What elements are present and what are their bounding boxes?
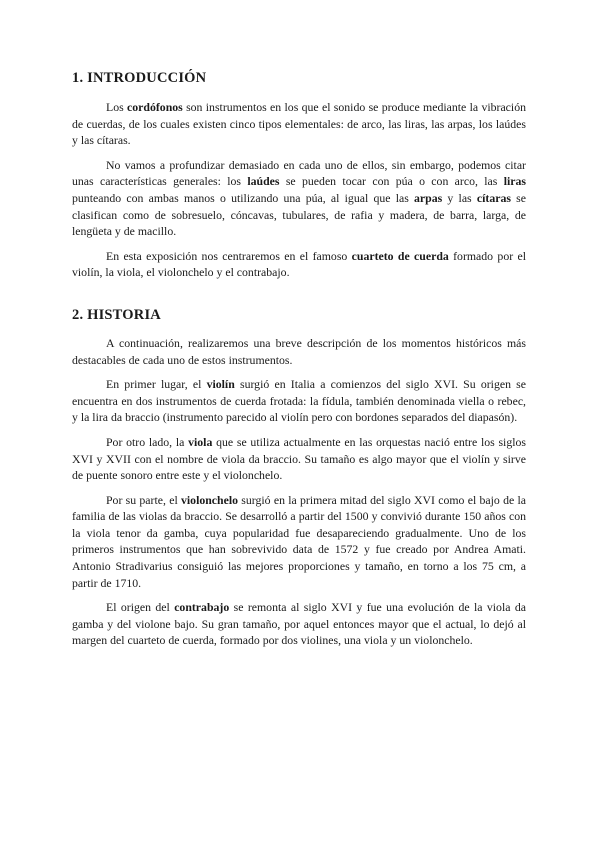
bold-term: cuarteto de cuerda xyxy=(351,248,449,263)
text-run: se clasifican como de sobresuelo, cóncavas, tubulares, de rafia y madera, de barra, larga, de lengüeta y de macillo. xyxy=(72,190,526,239)
text-run: En esta exposición nos centraremos en el famoso xyxy=(106,248,352,263)
paragraph xyxy=(72,599,526,649)
paragraph xyxy=(72,492,526,592)
bold-term: laúdes xyxy=(247,174,280,189)
section-body-historia xyxy=(72,335,526,649)
text-run: El origen del xyxy=(106,600,175,615)
text-run: se pueden tocar con púa o con arco, las xyxy=(279,174,504,189)
section-body-introduccion xyxy=(72,99,526,281)
text-run: formado por el violín, la viola, el violonchelo y el contrabajo. xyxy=(72,248,526,280)
paragraph xyxy=(72,335,526,368)
paragraph xyxy=(72,434,526,484)
text-run: A continuación, realizaremos una breve descripción de los momentos históricos más destacables de cada uno de estos instrumentos. xyxy=(72,335,526,367)
text-run: Por su parte, el xyxy=(106,492,181,507)
document-page xyxy=(72,70,526,657)
paragraph xyxy=(72,248,526,281)
bold-term: cítaras xyxy=(476,190,511,205)
text-run: surgió en Italia a comienzos del siglo XVI. Su origen se encuentra en dos instrumentos de cuerda frotada: la fídula, también denominada viella o rebec, y la lira da braccio (instrumento parecido al violín pero con bordones separados del diapasón). xyxy=(72,377,526,425)
text-run: Por otro lado, la xyxy=(106,434,189,449)
text-run: que se utiliza actualmente en las orquestas nació entre los siglos XVI y XVII con el nombre de viola da braccio. Su tamaño es algo mayor que el violín y sirve de puente sonoro entre este y el violonchelo. xyxy=(72,434,526,483)
text-run: punteando con ambas manos o utilizando una púa, al igual que las xyxy=(72,190,415,205)
paragraph xyxy=(72,376,526,426)
bold-term: contrabajo xyxy=(174,600,230,615)
text-run: surgió en la primera mitad del siglo XVI como el bajo de la familia de las violas da braccio. Se desarrolló a partir del 1500 y convivió durante 150 años con la viola tenor da gamba, cuya popularidad fue desapareciendo gradualmente. Uno de los primeros instrumentos que han sobrevivido data de 1572 y fue creado por Andrea Amati. Antonio Stradivarius consiguió las mejores proporciones y tamaño, en torno a los 75 cm, a partir de 1710. xyxy=(72,492,526,590)
section-heading-historia: 2. HISTORIA xyxy=(72,306,161,323)
bold-term: liras xyxy=(503,174,526,189)
text-run: No vamos a profundizar demasiado en cada uno de ellos, sin embargo, podemos citar unas características generales: los xyxy=(72,157,526,189)
text-run: se remonta al siglo XVI y fue una evolución de la viola da gamba y del violone bajo. Su gran tamaño, por aquel entonces mayor que el actual, lo dejó al margen del cuarteto de cuerda, formado por dos violines, una viola y un violonchelo. xyxy=(72,600,526,648)
paragraph xyxy=(72,99,526,149)
bold-term: cordófonos xyxy=(127,100,183,114)
text-run: Los xyxy=(106,100,128,114)
bold-term: viola xyxy=(188,434,213,449)
text-run: En primer lugar, el xyxy=(106,377,207,392)
text-run: son instrumentos en los que el sonido se produce mediante la vibración de cuerdas, de los cuales existen cinco tipos elementales: de arco, las liras, las arpas, los laúdes y las cítaras. xyxy=(72,100,526,148)
bold-term: arpas xyxy=(414,190,443,205)
bold-term: violín xyxy=(206,377,235,392)
paragraph xyxy=(72,157,526,240)
text-run: y las xyxy=(442,190,477,205)
bold-term: violonchelo xyxy=(181,492,239,507)
section-heading-introduccion: 1. INTRODUCCIÓN xyxy=(72,70,207,86)
